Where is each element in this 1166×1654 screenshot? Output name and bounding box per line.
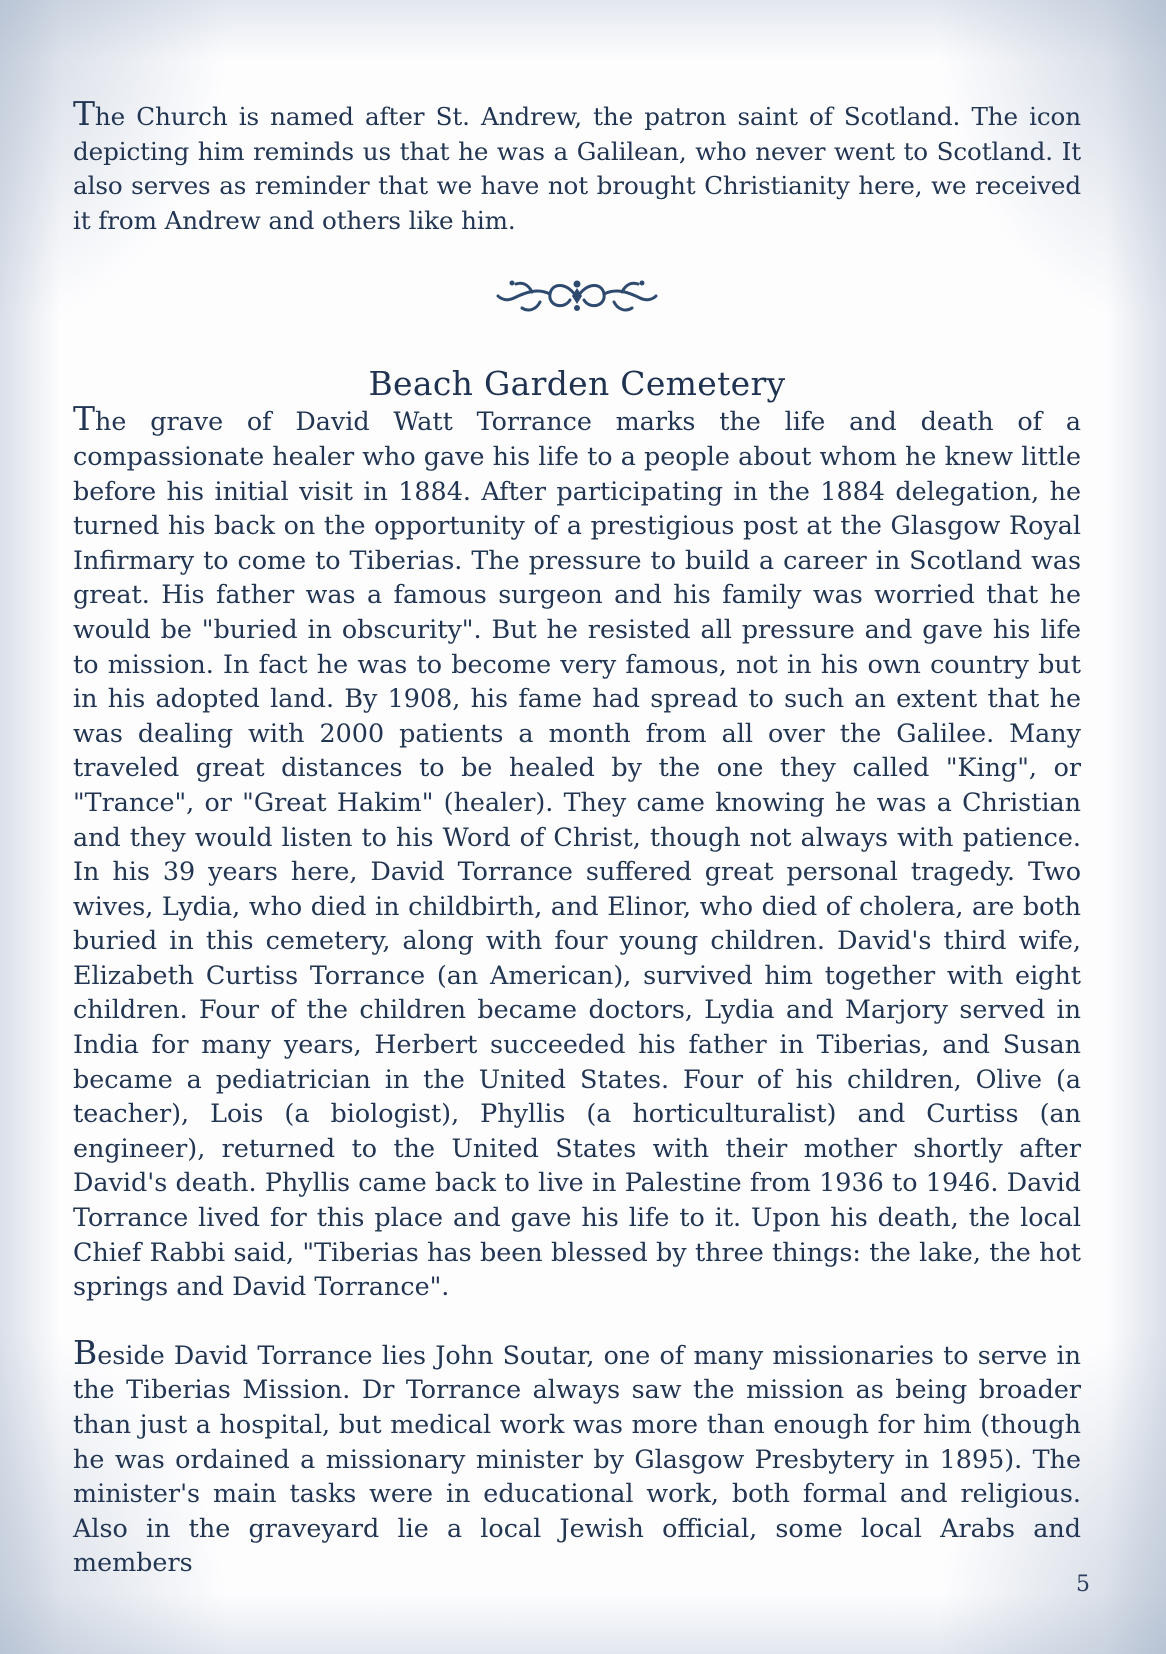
floral-divider-icon: [492, 268, 662, 320]
paragraph-2-text: eside David Torrance lies John Soutar, one of many missionaries to serve in the Tiberias Mission. Dr Torrance always saw the mission as being broader than just a hospital, but medical work was more than enough for him (though he was ordained a missionary minister by Glasgow Presbytery in 1895). The minister's main tasks were in educational work, both formal and religious. Also in the graveyard lie a local Jewish official, some local Arabs and members: [73, 1339, 1081, 1578]
paragraph-spacer: [73, 1304, 1081, 1338]
paragraph-1-text: he grave of David Watt Torrance marks the life and death of a compassionate healer who gave his life to a people about whom he knew little before his initial visit in 1884. After participating in the 1884 delegation, he turned his back on the opportunity of a prestigious post at the Glasgow Royal Infirmary to come to Tiberias. The pressure to build a career in Scotland was great. His father was a famous surgeon and his family was worried that he would be "buried in obscurity". But he resisted all pressure and gave his life to mission. In fact he was to become very famous, not in his own country but in his adopted land. By 1908, his fame had spread to such an extent that he was dealing with 2000 patients a month from all over the Galilee. Many traveled great distances to be healed by the one they called "King", or "Trance", or "Great Hakim" (healer). They came knowing he was a Christian and they would listen to his Word of Christ, though not always with patience. In his 39 years here, David Torrance suffered great personal tragedy. Two wives, Lydia, who died in childbirth, and Elinor, who died of cholera, are both buried in this cemetery, along with four young children. David's third wife, Elizabeth Curtiss Torrance (an American), survived him together with eight children. Four of the children became doctors, Lydia and Marjory served in India for many years, Herbert succeeded his father in Tiberias, and Susan became a pediatrician in the United States. Four of his children, Olive (a teacher), Lois (a biologist), Phyllis (a horticulturalist) and Curtiss (an engineer), returned to the United States with their mother shortly after David's death. Phyllis came back to live in Palestine from 1936 to 1946. David Torrance lived for this place and gave his life to it. Upon his death, the local Chief Rabbi said, "Tiberias has been blessed by three things: the lake, the hot springs and David Torrance".: [73, 406, 1081, 1302]
page-number: 5: [1076, 1572, 1090, 1597]
dropcap-letter: T: [73, 399, 96, 439]
intro-text: he Church is named after St. Andrew, the patron saint of Scotland. The icon depicting him reminds us that he was a Galilean, who never went to Scotland. It also serves as reminder that we have not brought Christianity here, we received it from Andrew and others like him.: [73, 102, 1081, 235]
dropcap-letter: T: [73, 94, 95, 133]
intro-paragraph: [73, 94, 1081, 238]
page-content: [73, 94, 1081, 1580]
section-title: Beach Garden Cemetery: [368, 364, 786, 404]
dropcap-letter: B: [73, 1332, 98, 1372]
cemetery-paragraph-1: [73, 399, 1081, 1303]
cemetery-paragraph-2: [73, 1332, 1081, 1580]
